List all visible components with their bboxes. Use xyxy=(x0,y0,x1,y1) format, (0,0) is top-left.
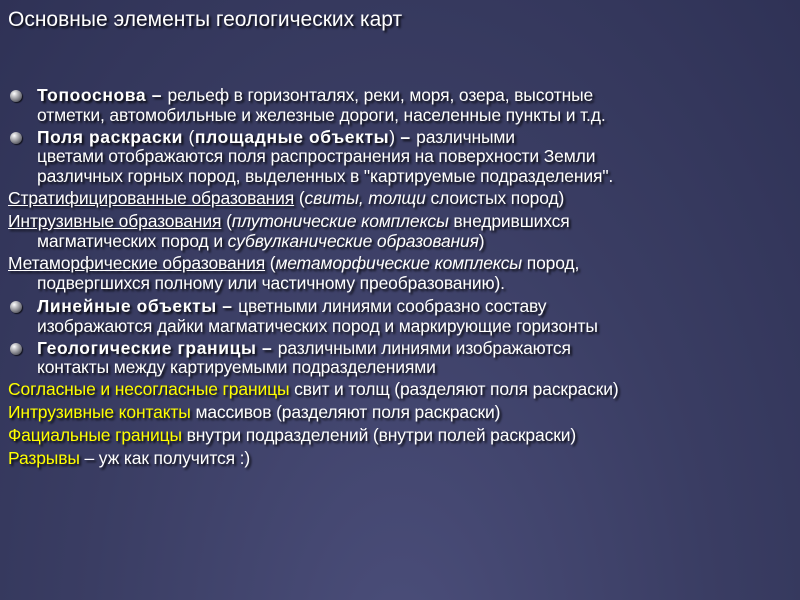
round-bullet-icon xyxy=(10,90,22,102)
conform-name: Согласные и несогласные границы xyxy=(8,379,290,400)
intrus-open: ( xyxy=(221,210,232,231)
paragraph-strat xyxy=(8,189,794,209)
slide-content xyxy=(8,86,794,471)
fields-line-1: различными xyxy=(416,126,515,147)
bounds-dash: – xyxy=(256,337,278,358)
bounds-line-2: контакты между картируемыми подразделениями xyxy=(37,357,436,378)
facies-name: Фациальные границы xyxy=(8,424,182,445)
bullet-item-bounds xyxy=(8,339,794,379)
paragraph-faults xyxy=(8,449,794,469)
fields-heading-2: площадные объекты xyxy=(194,126,390,147)
topo-line-1: рельеф в горизонталях, реки, моря, озера, высотные xyxy=(167,85,594,105)
contacts-name: Интрузивные контакты xyxy=(8,401,191,422)
fields-line-3: различных горных пород, выделенных в "картируемые подразделения". xyxy=(37,166,614,187)
intrus-italic-1: плутонические комплексы xyxy=(231,210,449,231)
topo-heading: Топооснова xyxy=(37,85,147,105)
bounds-heading: Геологические границы xyxy=(37,337,257,358)
linear-line-2: изображаются дайки магматических пород и маркирующие горизонты xyxy=(37,315,598,336)
slide-title: Основные элементы геологических карт xyxy=(8,8,403,31)
strat-rest: слоистых пород) xyxy=(425,187,565,208)
facies-rest: внутри подразделений (внутри полей раскраски) xyxy=(181,424,576,445)
intrus-italic-2: субвулканические образования xyxy=(227,230,479,251)
paragraph-meta xyxy=(8,254,794,294)
contacts-rest: массивов (разделяют поля раскраски) xyxy=(190,401,501,422)
fields-line-2: цветами отображаются поля распространения на поверхности Земли xyxy=(37,146,596,167)
topo-dash: – xyxy=(146,85,168,105)
linear-dash: – xyxy=(216,295,239,316)
paragraph-conform xyxy=(8,380,794,400)
strat-name: Стратифицированные образования xyxy=(8,187,295,208)
topo-line-2: отметки, автомобильные и железные дороги, населенные пункты и т.д. xyxy=(37,104,606,125)
fields-open-paren: ( xyxy=(183,126,195,147)
intrus-rest-1: внедрившихся xyxy=(448,210,570,231)
intrus-close: ) xyxy=(478,230,485,251)
bounds-line-1: различными линиями изображаются xyxy=(277,337,571,358)
intrus-line-2-text: магматических пород и xyxy=(37,230,228,251)
round-bullet-icon xyxy=(10,301,22,313)
paragraph-contacts xyxy=(8,403,794,423)
intrus-line-2 xyxy=(8,232,794,252)
bullet-item-linear xyxy=(8,297,794,337)
linear-heading: Линейные объекты xyxy=(37,295,217,316)
paragraph-facies xyxy=(8,426,794,446)
faults-name: Разрывы xyxy=(8,447,80,468)
meta-rest: пород, xyxy=(522,253,580,274)
paragraph-intrus xyxy=(8,212,794,252)
bullet-item-topo xyxy=(8,86,794,126)
linear-line-1: цветными линиями сообразно составу xyxy=(238,295,547,316)
fields-heading: Поля раскраски xyxy=(37,126,184,147)
faults-rest: – уж как получится :) xyxy=(79,447,251,468)
meta-line-2: подвергшихся полному или частичному преобразованию). xyxy=(37,273,505,294)
meta-name: Метаморфические образования xyxy=(8,253,266,274)
strat-italic: свиты, толщи xyxy=(304,187,426,208)
fields-dash: – xyxy=(394,126,417,147)
fields-close-paren: ) xyxy=(389,126,395,147)
bullet-item-fields xyxy=(8,128,794,187)
conform-rest: свит и толщ (разделяют поля раскраски) xyxy=(289,379,619,400)
strat-open: ( xyxy=(294,187,305,208)
round-bullet-icon xyxy=(10,343,22,355)
intrus-name: Интрузивные образования xyxy=(8,210,222,231)
round-bullet-icon xyxy=(10,132,22,144)
meta-italic: метаморфические комплексы xyxy=(275,253,523,274)
meta-open: ( xyxy=(265,253,276,274)
